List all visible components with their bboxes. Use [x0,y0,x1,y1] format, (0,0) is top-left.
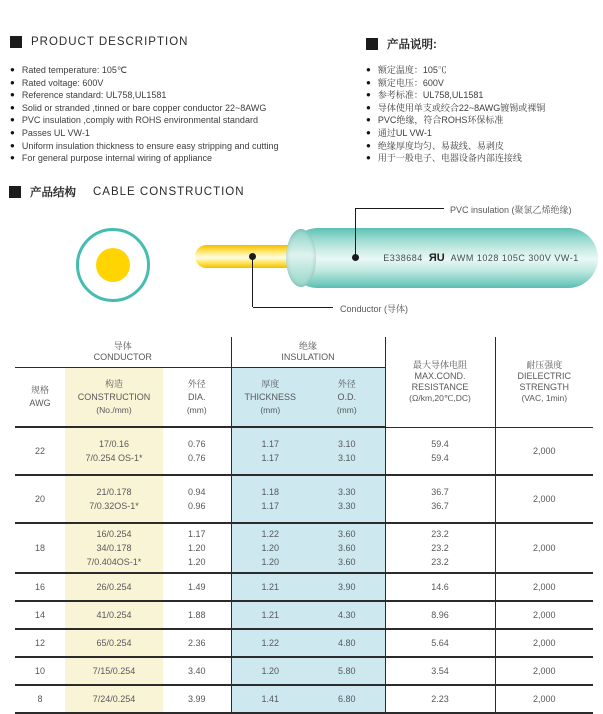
cell-thickness: 1.20 [231,657,309,685]
cell-construction: 16/0.254 34/0.178 7/0.404OS-1* [65,523,163,573]
cable-print-marking [372,228,590,288]
od-header-unit: (mm) [336,404,357,415]
spec-row-awg-14 [15,601,593,629]
cell-od: 5.80 [309,657,385,685]
cell-od: 3.10 3.10 [309,427,385,475]
cable-construction-title-en: CABLE CONSTRUCTION [93,186,245,198]
bullet-icon: ● [366,115,371,125]
bullet-item [366,152,601,165]
insulation-end-cap [286,229,316,287]
bullet-icon: ● [10,65,15,74]
od-header-en: O.D. [337,391,357,402]
cable-cert-number: E338684 [383,253,423,263]
cell-resistance: 8.96 [385,601,495,629]
col-header-construction [65,368,163,428]
cell-awg: 22 [15,427,65,475]
construction-header-unit: (No./mm) [96,404,132,415]
cable-spec-marking: AWM 1028 105C 300V VW-1 [450,253,579,263]
cell-awg: 10 [15,657,65,685]
cell-od: 3.90 [309,573,385,601]
cell-construction: 26/0.254 [65,573,163,601]
cell-awg: 8 [15,685,65,713]
group-insulation-en: INSULATION [281,352,335,362]
bullet-text: 绝缘厚度均匀、易裁线、易剥皮 [377,140,504,151]
cell-thickness: 1.41 [231,685,309,713]
group-insulation [231,337,385,368]
cell-dia: 2.36 [163,629,231,657]
cell-thickness: 1.21 [231,573,309,601]
conductor-label: Conductor (导体) [340,304,409,314]
cell-od: 3.30 3.30 [309,475,385,523]
resistance-header-unit: (Ω/km,20℃,DC) [409,392,471,403]
bullet-text: 导体使用单支或绞合22~8AWG镀锡或裸铜 [377,102,546,113]
dielectric-header-en1: DIELECTRIC [517,370,572,381]
conductor-leader-line [252,257,253,307]
product-notes-list [366,64,601,165]
cell-dia: 3.99 [163,685,231,713]
cell-resistance: 3.54 [385,657,495,685]
bullet-text: Uniform insulation thickness to ensure easy stripping and cutting [21,140,279,151]
bullet-icon: ● [366,77,371,87]
bullet-item [10,102,360,115]
cell-construction: 17/0.16 7/0.254 OS-1* [65,427,163,475]
bullet-item [366,64,601,77]
bullet-icon: ● [366,65,371,74]
bullet-text: Rated temperature: 105℃ [21,65,128,75]
construction-header-en: CONSTRUCTION [77,391,151,402]
cell-thickness: 1.22 [231,629,309,657]
thickness-header-unit: (mm) [260,404,281,415]
dielectric-header-unit: (VAC, 1min) [521,392,568,403]
dielectric-header-en2: STRENGTH [519,381,570,392]
bullet-icon: ● [366,153,371,163]
thickness-header-cn: 厚度 [261,378,280,389]
bullet-icon: ● [366,127,371,137]
cell-dia: 3.40 [163,657,231,685]
col-header-resistance [385,337,495,427]
group-conductor-en: CONDUCTOR [93,352,152,362]
cell-awg: 16 [15,573,65,601]
spec-row-awg-20 [15,475,593,523]
spec-table [15,337,593,714]
ul-recognized-mark-icon: ЯU [428,252,445,264]
cell-dia: 0.76 0.76 [163,427,231,475]
cable-construction-heading [9,184,245,200]
bullet-item [10,152,360,165]
cross-section-conductor [96,248,130,282]
product-notes-title: 产品说明: [387,39,437,51]
cell-resistance: 23.2 23.2 23.2 [385,523,495,573]
col-header-dia [163,368,231,428]
bullet-item [366,89,601,102]
bullet-text: Rated voltage: 600V [21,77,104,88]
bullet-item [10,140,360,153]
cell-dia: 0.94 0.96 [163,475,231,523]
bullet-item [10,114,360,127]
cell-dielectric: 2,000 [495,629,593,657]
square-bullet-icon [366,38,378,50]
cell-dia: 1.49 [163,573,231,601]
cell-od: 4.80 [309,629,385,657]
awg-header-cn: 规格 [30,385,49,395]
bullet-item [366,140,601,153]
resistance-header-en1: MAX.COND. [414,370,466,381]
bullet-text: For general purpose internal wiring of appliance [21,153,212,164]
spec-table-body [15,427,593,713]
bullet-text: 通过UL VW-1 [377,127,432,138]
bullet-icon: ● [10,153,15,163]
bullet-item [10,64,360,77]
cell-resistance: 14.6 [385,573,495,601]
cell-construction: 21/0.178 7/0.32OS-1* [65,475,163,523]
bullet-text: Reference standard: UL758,UL1581 [21,90,167,101]
cell-awg: 20 [15,475,65,523]
square-bullet-icon [10,36,22,48]
spec-row-awg-18 [15,523,593,573]
bullet-text: Passes UL VW-1 [21,127,90,138]
product-description-list [10,64,360,165]
bullet-icon: ● [366,102,371,112]
bullet-text: Solid or stranded ,tinned or bare copper conductor 22~8AWG [21,102,267,113]
cell-dielectric: 2,000 [495,657,593,685]
insulation-leader-line [356,208,444,209]
cell-dielectric: 2,000 [495,685,593,713]
bullet-text: PVC insulation ,comply with ROHS environmental standard [21,115,258,126]
col-header-thickness [231,368,309,428]
dia-header-en: DIA. [188,391,206,402]
cell-construction: 7/15/0.254 [65,657,163,685]
cell-awg: 14 [15,601,65,629]
bullet-icon: ● [10,140,15,150]
spec-row-awg-16 [15,573,593,601]
bullet-icon: ● [366,140,371,150]
cell-construction: 41/0.254 [65,601,163,629]
insulation-leader-line [355,208,356,258]
conductor-leader-line [253,307,333,308]
cell-dielectric: 2,000 [495,475,593,523]
cell-thickness: 1.22 1.20 1.20 [231,523,309,573]
cell-od: 6.80 [309,685,385,713]
cable-cross-section [76,228,150,302]
col-header-od [309,368,385,428]
cell-awg: 18 [15,523,65,573]
product-description-title: PRODUCT DESCRIPTION [31,36,189,48]
construction-header-cn: 构造 [104,378,123,389]
cell-dielectric: 2,000 [495,601,593,629]
cell-construction: 7/24/0.254 [65,685,163,713]
bullet-text: 参考标准：UL758,UL1581 [377,90,484,101]
group-insulation-cn: 绝缘 [299,341,318,351]
thickness-header-en: THICKNESS [244,391,297,402]
bullet-icon: ● [10,90,15,100]
group-conductor-cn: 导体 [113,341,132,351]
bullet-text: PVC绝缘，符合ROHS环保标准 [377,115,504,126]
group-header-row [15,337,593,368]
bullet-item [366,114,601,127]
group-conductor [15,337,231,368]
resistance-header-cn: 最大导体电阻 [413,359,468,370]
cell-od: 4.30 [309,601,385,629]
awg-header-en: AWG [29,398,51,408]
cell-thickness: 1.17 1.17 [231,427,309,475]
cell-thickness: 1.21 [231,601,309,629]
dia-header-cn: 外径 [187,378,206,389]
spec-row-awg-8 [15,685,593,713]
bullet-text: 用于一般电子、电器设备内部连接线 [377,153,522,164]
square-bullet-icon [9,186,21,198]
bullet-icon: ● [366,90,371,100]
product-notes-heading [366,36,437,52]
bullet-item [366,77,601,90]
od-header-cn: 外径 [337,378,356,389]
bullet-icon: ● [10,127,15,137]
cell-dielectric: 2,000 [495,573,593,601]
dielectric-header-cn: 耐压强度 [526,359,563,370]
bullet-icon: ● [10,77,15,87]
bullet-item [10,89,360,102]
resistance-header-en2: RESISTANCE [411,381,469,392]
bullet-item [366,127,601,140]
product-description-heading [10,36,188,48]
cell-construction: 65/0.254 [65,629,163,657]
bullet-item [366,102,601,115]
bullet-icon: ● [10,115,15,125]
cell-resistance: 2.23 [385,685,495,713]
cell-awg: 12 [15,629,65,657]
cell-resistance: 36.7 36.7 [385,475,495,523]
cell-dielectric: 2,000 [495,523,593,573]
spec-row-awg-10 [15,657,593,685]
bullet-icon: ● [10,102,15,112]
bullet-item [10,127,360,140]
cell-dia: 1.88 [163,601,231,629]
cell-resistance: 5.64 [385,629,495,657]
bullet-text: 额定温度：105℃ [377,65,447,75]
cell-thickness: 1.18 1.17 [231,475,309,523]
cell-dielectric: 2,000 [495,427,593,475]
bullet-item [10,77,360,90]
bullet-text: 额定电压：600V [377,77,444,88]
cell-resistance: 59.4 59.4 [385,427,495,475]
col-header-dielectric [495,337,593,427]
dia-header-unit: (mm) [186,404,207,415]
cell-od: 3.60 3.60 3.60 [309,523,385,573]
spec-row-awg-22 [15,427,593,475]
cable-construction-title-cn: 产品结构 [30,187,76,199]
cell-dia: 1.17 1.20 1.20 [163,523,231,573]
col-header-awg [15,368,65,428]
spec-row-awg-12 [15,629,593,657]
insulation-label: PVC insulation (聚氯乙烯绝缘) [450,205,572,215]
